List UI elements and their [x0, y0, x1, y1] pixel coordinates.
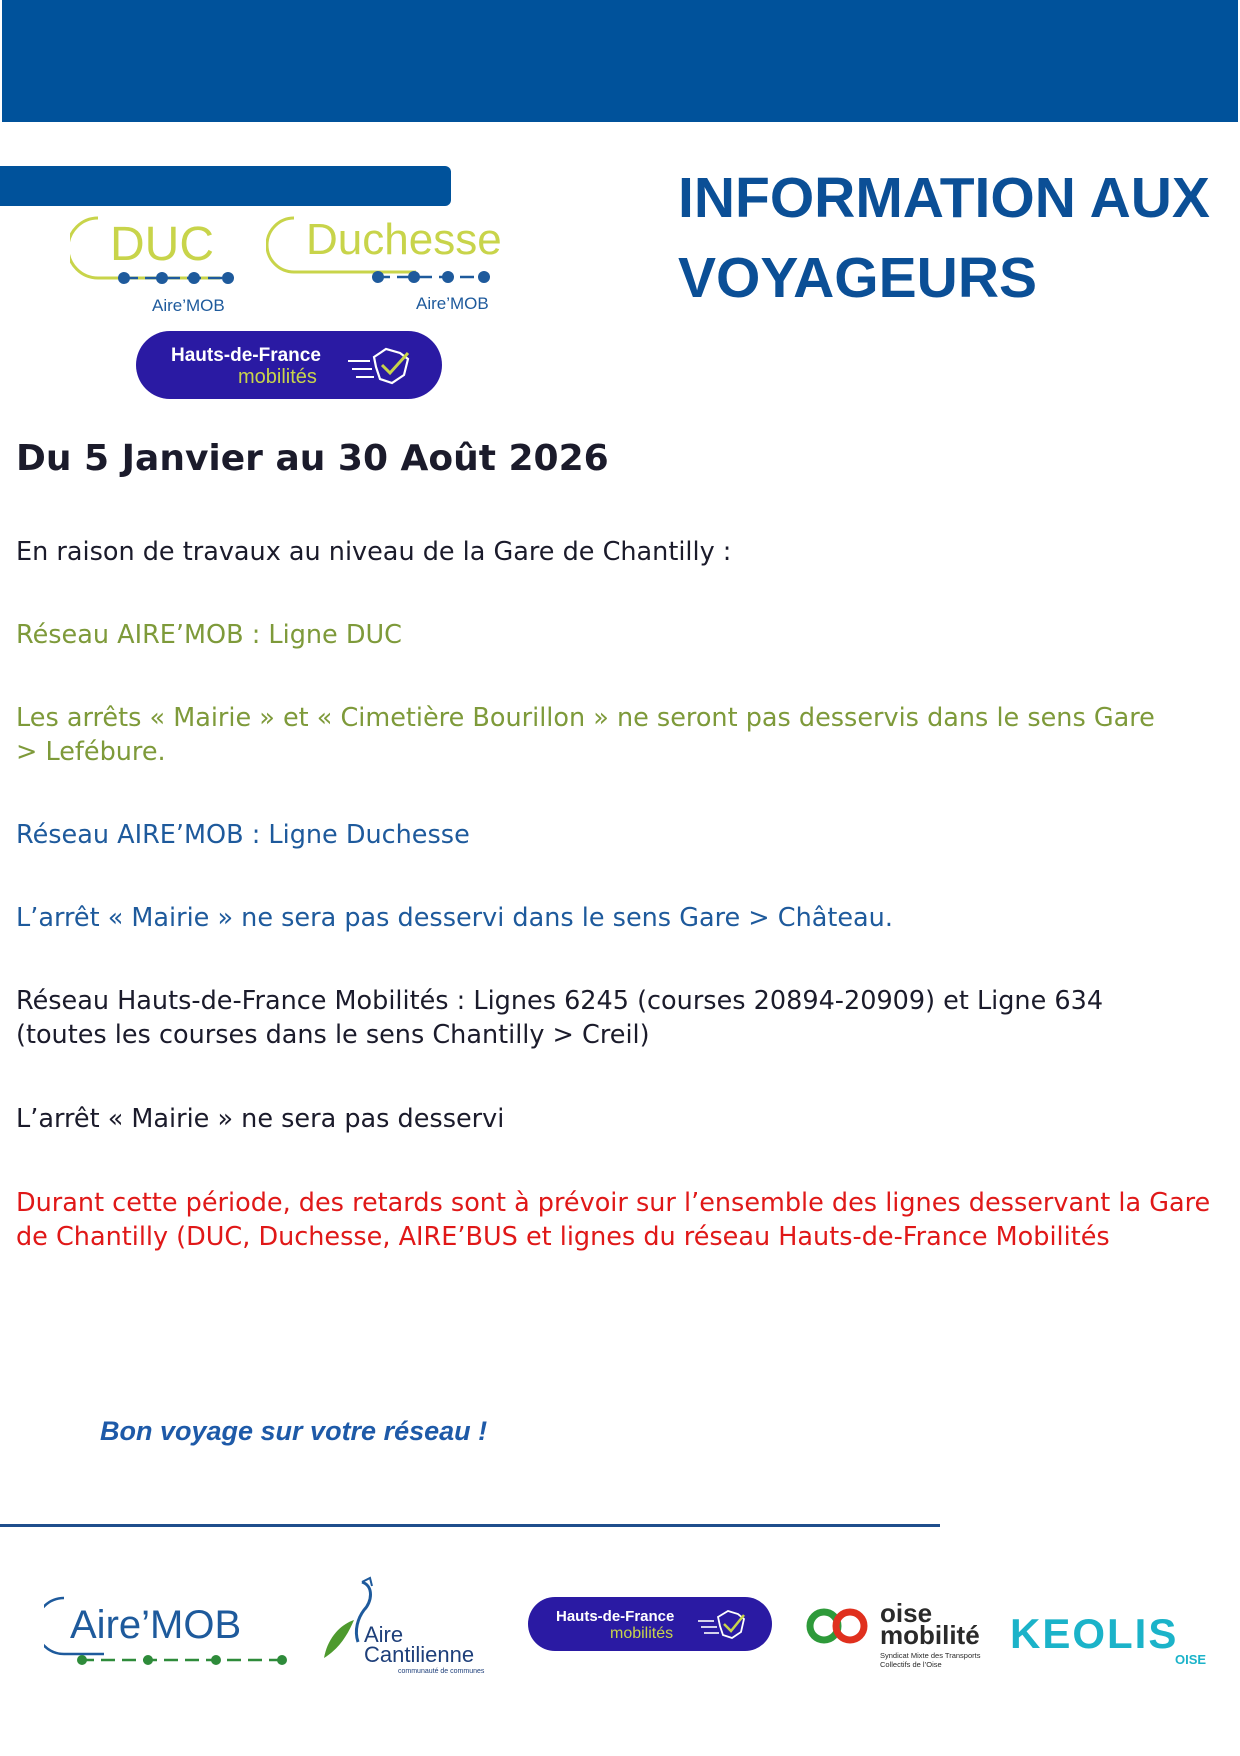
- section-duc-text: Les arrêts « Mairie » et « Cimetière Bourillon » ne seront pas desservis dans le sens Gare > Lefébure.: [16, 703, 1155, 767]
- footer-hdf-mobilites-logo: [528, 1597, 772, 1651]
- airemob-logo-name: Aire’MOB: [70, 1603, 242, 1647]
- page-title-line1: INFORMATION AUX: [678, 166, 1210, 230]
- leaf-icon: [324, 1620, 354, 1658]
- keolis-logo-name: KEOLIS: [1010, 1612, 1179, 1657]
- footer-hdf-line2: mobilités: [610, 1625, 674, 1642]
- keolis-logo: [1010, 1612, 1206, 1668]
- duc-logo-name: DUC: [110, 218, 214, 271]
- section-hdf-text: L’arrêt « Mairie » ne sera pas desservi: [16, 1104, 505, 1134]
- page-title-line2: VOYAGEURS: [678, 246, 1038, 310]
- hdf-logo-line2: mobilités: [238, 366, 317, 388]
- aire-cantilienne-line1: Aire: [364, 1622, 404, 1647]
- section-duc-heading: Réseau AIRE’MOB : Ligne DUC: [16, 620, 402, 650]
- header-band: [2, 0, 1238, 122]
- airemob-logo: [44, 1594, 294, 1672]
- delay-warning: Durant cette période, des retards sont à prévoir sur l’ensemble des lignes desservant la Gare de Chantilly (DUC, Duchesse, AIRE’BUS et lignes du réseau Hauts-de-France Mobilités: [16, 1188, 1211, 1252]
- aire-cantilienne-logo: [314, 1576, 504, 1676]
- oise-logo-line3: Syndicat Mixte des Transports: [880, 1651, 981, 1660]
- oise-mobilite-logo: [806, 1598, 996, 1672]
- oise-logo-line1: oise: [880, 1598, 933, 1628]
- section-duchesse-heading: Réseau AIRE’MOB : Ligne Duchesse: [16, 820, 470, 850]
- keolis-logo-sub: OISE: [1175, 1652, 1206, 1667]
- aire-cantilienne-line3: communauté de communes: [398, 1668, 485, 1675]
- signoff: Bon voyage sur votre réseau !: [100, 1416, 488, 1446]
- footer-divider: [0, 1524, 940, 1527]
- hdf-logo-line1: Hauts-de-France: [171, 345, 321, 366]
- footer-hdf-line1: Hauts-de-France: [556, 1608, 675, 1625]
- duchesse-logo-name: Duchesse: [306, 215, 502, 264]
- duchesse-logo: [266, 212, 526, 320]
- validity-period: Du 5 Janvier au 30 Août 2026: [16, 438, 609, 479]
- header-accent-bar: [0, 166, 451, 206]
- hdf-mobilites-logo: [136, 331, 442, 399]
- aire-cantilienne-line2: Cantilienne: [364, 1642, 475, 1667]
- duchesse-logo-sub: Aire’MOB: [416, 294, 489, 313]
- duc-logo: [70, 212, 240, 320]
- oise-logo-line2: mobilité: [880, 1620, 980, 1650]
- section-duchesse-text: L’arrêt « Mairie » ne sera pas desservi dans le sens Gare > Château.: [16, 903, 893, 933]
- duc-logo-sub: Aire’MOB: [152, 296, 225, 315]
- oise-logo-line4: Collectifs de l’Oise: [880, 1660, 942, 1669]
- intro-text: En raison de travaux au niveau de la Gare de Chantilly :: [16, 537, 732, 567]
- section-hdf-heading: Réseau Hauts-de-France Mobilités : Lignes 6245 (courses 20894-20909) et Ligne 634 (toutes les courses dans le sens Chantilly > Creil): [16, 986, 1104, 1050]
